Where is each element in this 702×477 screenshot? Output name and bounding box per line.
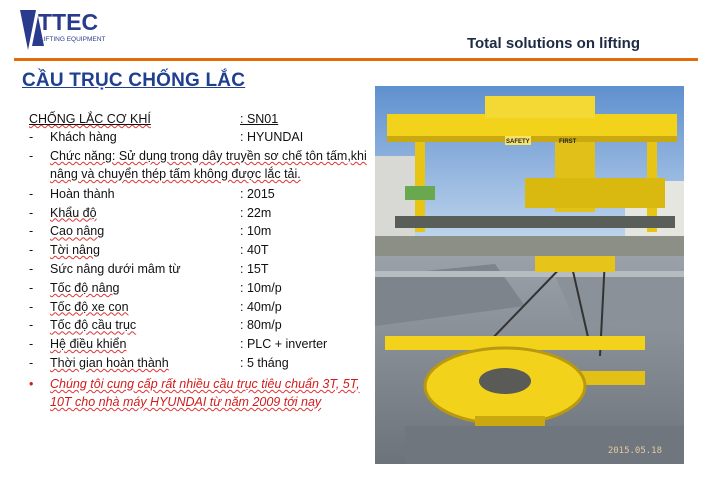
section-value: : SN01 (240, 112, 279, 126)
svg-text:FIRST: FIRST (559, 139, 577, 145)
spec-row-control-system: - Hệ điều khiển : PLC + inverter (29, 337, 328, 352)
spec-row-completion-time: - Thời gian hoàn thành : 5 tháng (29, 355, 289, 370)
spec-row-completed: - Hoàn thành : 2015 (29, 186, 275, 201)
header-divider (14, 58, 698, 61)
spec-list (29, 110, 374, 411)
spec-row-magnet-capacity: - Sức nâng dưới mâm từ : 15T (29, 261, 269, 276)
spec-row-hoist-speed: - Tốc độ nâng : 10m/p (29, 280, 282, 295)
spec-row-hoist: - Tời nâng : 40T (29, 243, 269, 258)
page-title: CẦU TRỤC CHỐNG LẮC (22, 70, 246, 91)
spec-row-trolley-speed: - Tốc độ xe con : 40m/p (29, 299, 282, 314)
spec-row-span: - Khẩu độ : 22m (29, 205, 272, 220)
svg-text:LIFTING EQUIPMENT: LIFTING EQUIPMENT (40, 36, 106, 43)
spec-row-lift-height: - Cao nâng : 10m (29, 224, 272, 239)
svg-text:SAFETY: SAFETY (506, 139, 530, 145)
photo-date-stamp: 2015.05.18 (607, 446, 662, 456)
note-bullet: • Chúng tôi cung cấp rất nhiều cầu trục tiêu chuẩn 3T, 5T, 10T cho nhà máy HYUNDAI từ năm 2009 tới nay (29, 375, 374, 411)
spec-row-crane-speed: - Tốc độ cầu trục : 80m/p (29, 318, 282, 333)
attec-logo (18, 6, 128, 52)
svg-text:TTEC: TTEC (38, 9, 99, 35)
spec-row-function: - Chức năng: Sử dụng trong dây truyền sơ chế tôn tấm,khi nâng và chuyển thép tấm không được lắc tải. (29, 147, 374, 185)
tagline: Total solutions on lifting (466, 35, 640, 52)
spec-section-header (29, 110, 374, 128)
crane-photo (375, 86, 684, 464)
note-text: Chúng tôi cung cấp rất nhiều cầu trục tiêu chuẩn 3T, 5T, 10T cho nhà máy HYUNDAI từ năm 2009 tới nay (50, 376, 360, 409)
function-text: Chức năng: Sử dụng trong dây truyền sơ chế tôn tấm,khi nâng và chuyển thép tấm không được lắc tải. (50, 148, 367, 181)
section-label: CHỐNG LẮC CƠ KHÍ (29, 112, 151, 126)
spec-row-customer: - Khách hàng : HYUNDAI (29, 130, 304, 144)
